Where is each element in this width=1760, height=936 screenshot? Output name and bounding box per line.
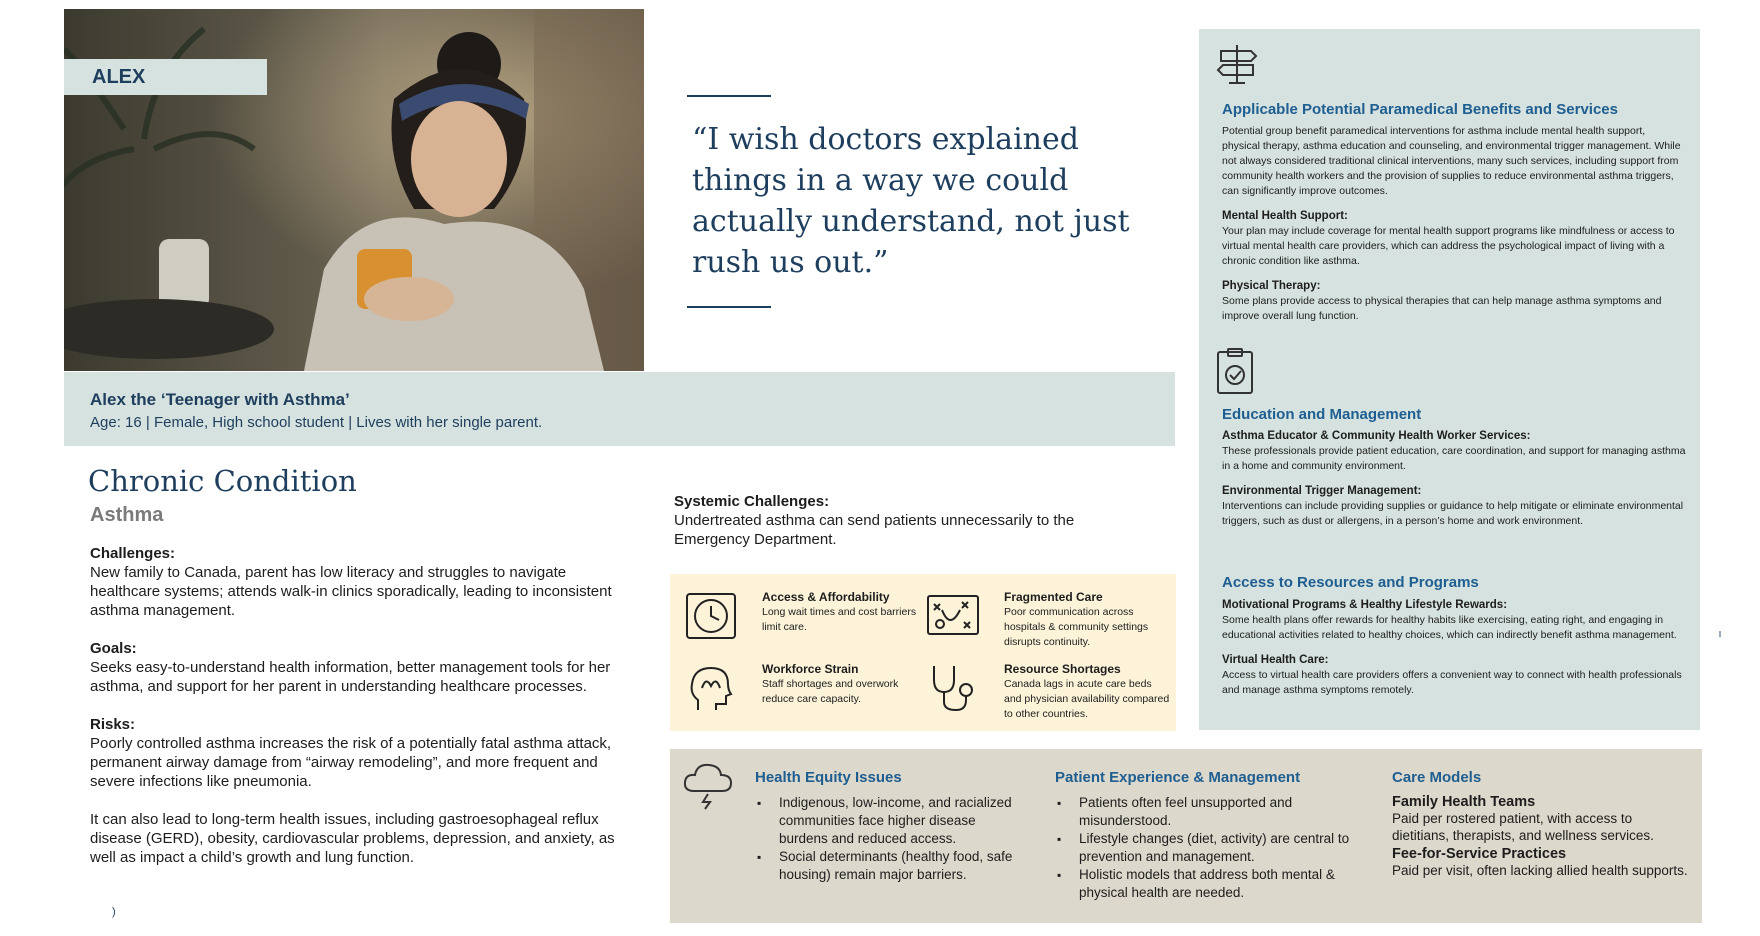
systemic-item-title: Workforce Strain	[762, 662, 859, 676]
edge-mark	[1719, 631, 1721, 637]
goals-text: Seeks easy-to-understand health information, better management tools for her asthma, and support for her parent in understanding healthcare processes.	[90, 659, 611, 695]
risks-extra-text: It can also lead to long-term health issues, including gastroesophageal reflux disease (GERD), obesity, cardiovascular problems, depression, and anxiety, as well as impact a child’s growth and lung function.	[90, 811, 615, 866]
clipboard-check-icon	[1215, 347, 1255, 400]
resources-block	[1222, 598, 1686, 698]
systemic-item-desc: Canada lags in acute care beds and physician availability compared to other countries.	[1004, 678, 1170, 720]
systemic-label: Systemic Challenges:	[674, 493, 830, 510]
systemic-items-box	[670, 574, 1176, 731]
virtual-care-text: Access to virtual health care providers offers a convenient way to connect with health professionals and manage asthma symptoms remotely.	[1222, 669, 1682, 696]
equity-heading: Health Equity Issues	[755, 769, 902, 786]
footer-mark: )	[112, 906, 116, 918]
mental-health-label: Mental Health Support:	[1222, 210, 1348, 222]
care-models-heading: Care Models	[1392, 769, 1482, 786]
list-item: ▪ Indigenous, low-income, and racialized communities face higher disease burdens and reduced access.	[755, 794, 1025, 848]
ffs-desc: Paid per visit, often lacking allied health supports.	[1392, 863, 1688, 878]
stethoscope-icon	[926, 662, 980, 716]
risks-text: Poorly controlled asthma increases the risk of a potentially fatal asthma attack, permanent airway damage from “airway remodeling”, and more frequent and severe infections like pneumonia.	[90, 735, 612, 790]
physical-therapy-text: Some plans provide access to physical therapies that can help manage asthma symptoms and improve overall lung function.	[1222, 295, 1662, 322]
fht-desc: Paid per rostered patient, with access to dietitians, therapists, and wellness services.	[1392, 811, 1654, 843]
signpost-icon	[1215, 43, 1259, 90]
systemic-item-title: Access & Affordability	[762, 590, 890, 604]
condition-name: Asthma	[90, 504, 164, 526]
systemic-text: Undertreated asthma can send patients unnecessarily to the Emergency Department.	[674, 512, 1075, 548]
persona-name-tag: ALEX	[64, 59, 267, 95]
mental-health-text: Your plan may include coverage for mental health support programs like mindfulness or access to virtual mental health care providers, which can address the psychological impact of living with a chronic condition like asthma.	[1222, 225, 1675, 267]
env-trigger-text: Interventions can include providing supplies or guidance to help mitigate or eliminate environmental triggers, such as dust or allergens, in a person’s home and work environment.	[1222, 500, 1684, 527]
fht-title: Family Health Teams	[1392, 794, 1536, 810]
systemic-item-desc: Long wait times and cost barriers limit care.	[762, 606, 917, 633]
virtual-care-label: Virtual Health Care:	[1222, 654, 1329, 666]
strategy-board-icon	[926, 590, 980, 644]
challenges-label: Challenges:	[90, 545, 176, 562]
benefits-intro: Potential group benefit paramedical interventions for asthma include mental health support, physical therapy, asthma education and counseling, and environmental trigger management. While not always considered traditional clinical interventions, many such services, including support from community health workers and the provision of supplies to reduce environmental asthma triggers, can significantly improve outcomes.	[1222, 125, 1681, 197]
profile-band	[64, 372, 1175, 446]
list-item: ▪ Lifestyle changes (diet, activity) are central to prevention and management.	[1055, 830, 1360, 866]
clock-icon	[684, 590, 738, 644]
quote-divider-bottom	[687, 306, 771, 308]
env-trigger-label: Environmental Trigger Management:	[1222, 485, 1422, 497]
persona-title: Alex the ‘Teenager with Asthma’	[90, 390, 350, 409]
risks-label: Risks:	[90, 716, 136, 733]
benefits-heading: Applicable Potential Paramedical Benefits and Services	[1222, 101, 1618, 118]
benefits-panel	[1199, 29, 1700, 730]
motivational-text: Some health plans offer rewards for healthy habits like exercising, eating right, and engaging in educational activities related to healthy choices, which can indirectly benefit asthma management.	[1222, 614, 1677, 641]
resources-heading: Access to Resources and Programs	[1222, 574, 1479, 591]
challenges-text: New family to Canada, parent has low literacy and struggles to navigate healthcare systems; attends walk-in clinics sporadically, leading to inconsistent asthma management.	[90, 564, 612, 619]
goals-label: Goals:	[90, 640, 137, 657]
list-item: ▪ Social determinants (healthy food, safe housing) remain major barriers.	[755, 848, 1025, 884]
quote-divider-top	[687, 95, 771, 97]
persona-quote: “I wish doctors explained things in a way we could actually understand, not just rush us out.”	[692, 122, 1130, 280]
patient-heading: Patient Experience & Management	[1055, 769, 1301, 786]
bottom-box	[670, 749, 1702, 923]
systemic-item-title: Fragmented Care	[1004, 590, 1103, 604]
care-models-column	[1392, 769, 1692, 879]
benefits-intro-block	[1222, 124, 1686, 324]
persona-meta: Age: 16 | Female, High school student | Lives with her single parent.	[90, 414, 543, 431]
list-item: ▪ Patients often feel unsupported and misunderstood.	[1055, 794, 1360, 830]
systemic-challenges	[674, 492, 1124, 549]
storm-cloud-icon	[682, 761, 734, 816]
education-block	[1222, 429, 1686, 529]
stressed-head-icon	[684, 662, 738, 716]
educator-label: Asthma Educator & Community Health Worker Services:	[1222, 430, 1531, 442]
motivational-label: Motivational Programs & Healthy Lifestyle Rewards:	[1222, 599, 1508, 611]
education-heading: Education and Management	[1222, 406, 1422, 423]
educator-text: These professionals provide patient education, care coordination, and support for managing asthma in a home and community environment.	[1222, 445, 1686, 472]
physical-therapy-label: Physical Therapy:	[1222, 280, 1321, 292]
systemic-item-desc: Poor communication across hospitals & community settings disrupts continuity.	[1004, 606, 1149, 648]
equity-column	[755, 769, 1025, 884]
condition-details	[90, 544, 640, 886]
condition-heading: Chronic Condition	[88, 464, 357, 498]
systemic-item-desc: Staff shortages and overwork reduce care capacity.	[762, 678, 899, 705]
ffs-title: Fee-for-Service Practices	[1392, 846, 1567, 862]
systemic-item-title: Resource Shortages	[1004, 662, 1121, 676]
patient-column	[1055, 769, 1360, 902]
list-item: ▪ Holistic models that address both mental & physical health are needed.	[1055, 866, 1360, 902]
